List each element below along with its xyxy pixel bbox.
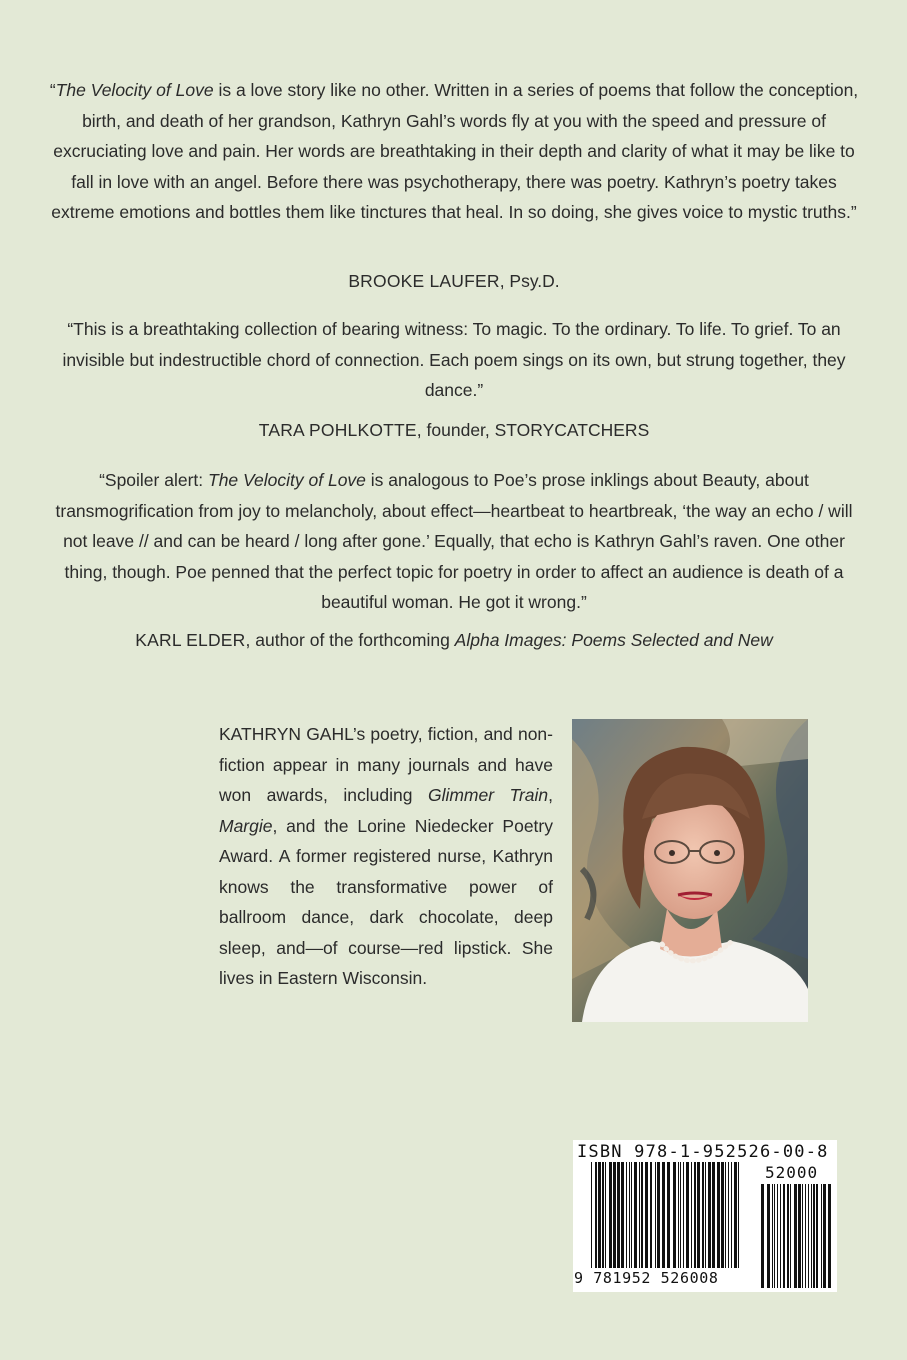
barcode-bar xyxy=(605,1162,606,1268)
price-bar xyxy=(774,1184,775,1288)
barcode-bar xyxy=(641,1162,643,1268)
barcode-bar xyxy=(731,1162,732,1268)
barcode-bar xyxy=(634,1162,637,1268)
barcode-bar xyxy=(591,1162,592,1268)
price-bar xyxy=(823,1184,826,1288)
barcode-bar xyxy=(691,1162,692,1268)
barcode-bar xyxy=(609,1162,612,1268)
quote-1-author: BROOKE LAUFER xyxy=(348,271,500,291)
barcode-bar xyxy=(613,1162,616,1268)
barcode-bar xyxy=(598,1162,601,1268)
barcode-bar xyxy=(725,1162,726,1268)
barcode-bar xyxy=(645,1162,648,1268)
barcode-bar xyxy=(705,1162,706,1268)
quote-1-open: “ xyxy=(49,80,56,100)
barcode-bar xyxy=(694,1162,696,1268)
barcode-bar xyxy=(712,1162,715,1268)
price-bar xyxy=(802,1184,803,1288)
price-bar xyxy=(783,1184,785,1288)
isbn-barcode xyxy=(573,1140,837,1292)
bio-separator: , xyxy=(548,785,553,805)
price-bar xyxy=(816,1184,818,1288)
barcode-bar xyxy=(721,1162,724,1268)
barcode-bar xyxy=(673,1162,676,1268)
barcode-bar xyxy=(734,1162,737,1268)
price-bar xyxy=(828,1184,831,1288)
price-bar xyxy=(794,1184,797,1288)
barcode-bar xyxy=(617,1162,620,1268)
quote-2-author: TARA POHLKOTTE xyxy=(258,420,417,440)
bio-text-2: , and the Lorine Niedecker Poetry Award. A former registered nurse, Kathryn knows the transformative power of ballroom dance, dark chocolate, deep sleep, and—of course—red lipstick. She lives in Eastern Wisconsin. xyxy=(219,815,553,988)
quote-3-forthcoming-book: Alpha Images: Poems Selected and New xyxy=(454,630,773,650)
bio-text-1: ’s poetry, fiction, and non-fiction appear in many journals and have won awards, including xyxy=(219,724,553,805)
quote-3-attribution xyxy=(44,628,864,652)
isbn-number: ISBN 978-1-952526-00-8 xyxy=(577,1142,829,1162)
price-bar xyxy=(805,1184,806,1288)
quote-1-text: is a love story like no other. Written in a series of poems that follow the conception, birth, and death of her grandson, Kathryn Gahl’s words fly at you with the speed and pressure of excruciating love and pain. Her words are breathtaking in their depth and clarity of what it may be like to fall in love with an angel. Before there was psychotherapy, there was poetry. Kathryn’s poetry takes extreme emotions and bottles them like tinctures that heal. In so doing, she gives voice to mystic truths.” xyxy=(51,80,859,222)
author-bio xyxy=(219,719,553,994)
quote-3-book-title: The Velocity of Love xyxy=(208,470,366,490)
price-bar xyxy=(798,1184,801,1288)
price-bar xyxy=(811,1184,812,1288)
author-photo xyxy=(572,719,808,1022)
quote-2-credential: , founder, STORYCATCHERS xyxy=(416,420,650,440)
quote-2-attribution xyxy=(44,418,864,442)
bio-journal-2: Margie xyxy=(219,815,273,836)
price-bar xyxy=(790,1184,791,1288)
barcode-bar xyxy=(708,1162,711,1268)
barcode-bar xyxy=(717,1162,720,1268)
barcode-bar xyxy=(650,1162,652,1268)
ean-digits: 9 781952 526008 xyxy=(574,1269,719,1287)
quote-1-attribution xyxy=(44,269,864,293)
price-bar xyxy=(813,1184,815,1288)
barcode-bar xyxy=(738,1162,739,1268)
quote-1-credential: , Psy.D. xyxy=(499,271,560,291)
barcode-bar xyxy=(629,1162,630,1268)
barcode-bar xyxy=(631,1162,632,1268)
barcode-bar xyxy=(626,1162,627,1268)
bio-author-name: KATHRYN GAHL xyxy=(219,724,353,744)
barcode-bar xyxy=(595,1162,597,1268)
barcode-bar xyxy=(697,1162,700,1268)
quote-3-pre: “Spoiler alert: xyxy=(99,470,208,490)
price-bar xyxy=(808,1184,809,1288)
barcode-bar xyxy=(602,1162,604,1268)
author-photo-illustration xyxy=(572,719,808,1022)
barcode-bar xyxy=(683,1162,684,1268)
quote-2 xyxy=(44,314,864,406)
quote-1 xyxy=(44,75,864,228)
quote-3-author: KARL ELDER xyxy=(135,630,246,650)
barcode-bar xyxy=(621,1162,624,1268)
barcode-bar xyxy=(667,1162,670,1268)
barcode-bar xyxy=(678,1162,679,1268)
barcode-bar xyxy=(680,1162,681,1268)
barcode-bar xyxy=(686,1162,689,1268)
barcode-bar xyxy=(662,1162,665,1268)
price-bar xyxy=(780,1184,781,1288)
barcode-bar xyxy=(639,1162,640,1268)
price-code: 52000 xyxy=(765,1163,819,1182)
quote-2-text: “This is a breathtaking collection of bearing witness: To magic. To the ordinary. To life. To grief. To an invisible but indestructible chord of connection. Each poem sings on its own, but strung together, they dance.” xyxy=(62,319,846,400)
barcode-bar xyxy=(702,1162,704,1268)
barcode-bar xyxy=(655,1162,656,1268)
quote-3 xyxy=(44,465,864,618)
price-bar xyxy=(777,1184,778,1288)
barcode-bar xyxy=(728,1162,729,1268)
barcode-bar xyxy=(657,1162,660,1268)
bio-journal-1: Glimmer Train xyxy=(427,785,549,805)
price-bar xyxy=(761,1184,764,1288)
price-bar xyxy=(821,1184,822,1288)
quote-3-credential: , author of the forthcoming xyxy=(245,630,455,650)
quote-3-text: is analogous to Poe’s prose inklings about Beauty, about transmogrification from joy to melancholy, about effect—heartbeat to heartbreak, ‘the way an echo / will not leave // and can be heard / long after gone.’ Equally, that echo is Kathryn Gahl’s raven. One other thing, though. Poe penned that the perfect topic for poetry in order to affect an audience is death of a beautiful woman. He got it wrong.” xyxy=(55,470,853,612)
quote-1-book-title: The Velocity of Love xyxy=(55,80,214,100)
price-bar xyxy=(772,1184,773,1288)
price-bar xyxy=(787,1184,789,1288)
price-bar xyxy=(767,1184,770,1288)
